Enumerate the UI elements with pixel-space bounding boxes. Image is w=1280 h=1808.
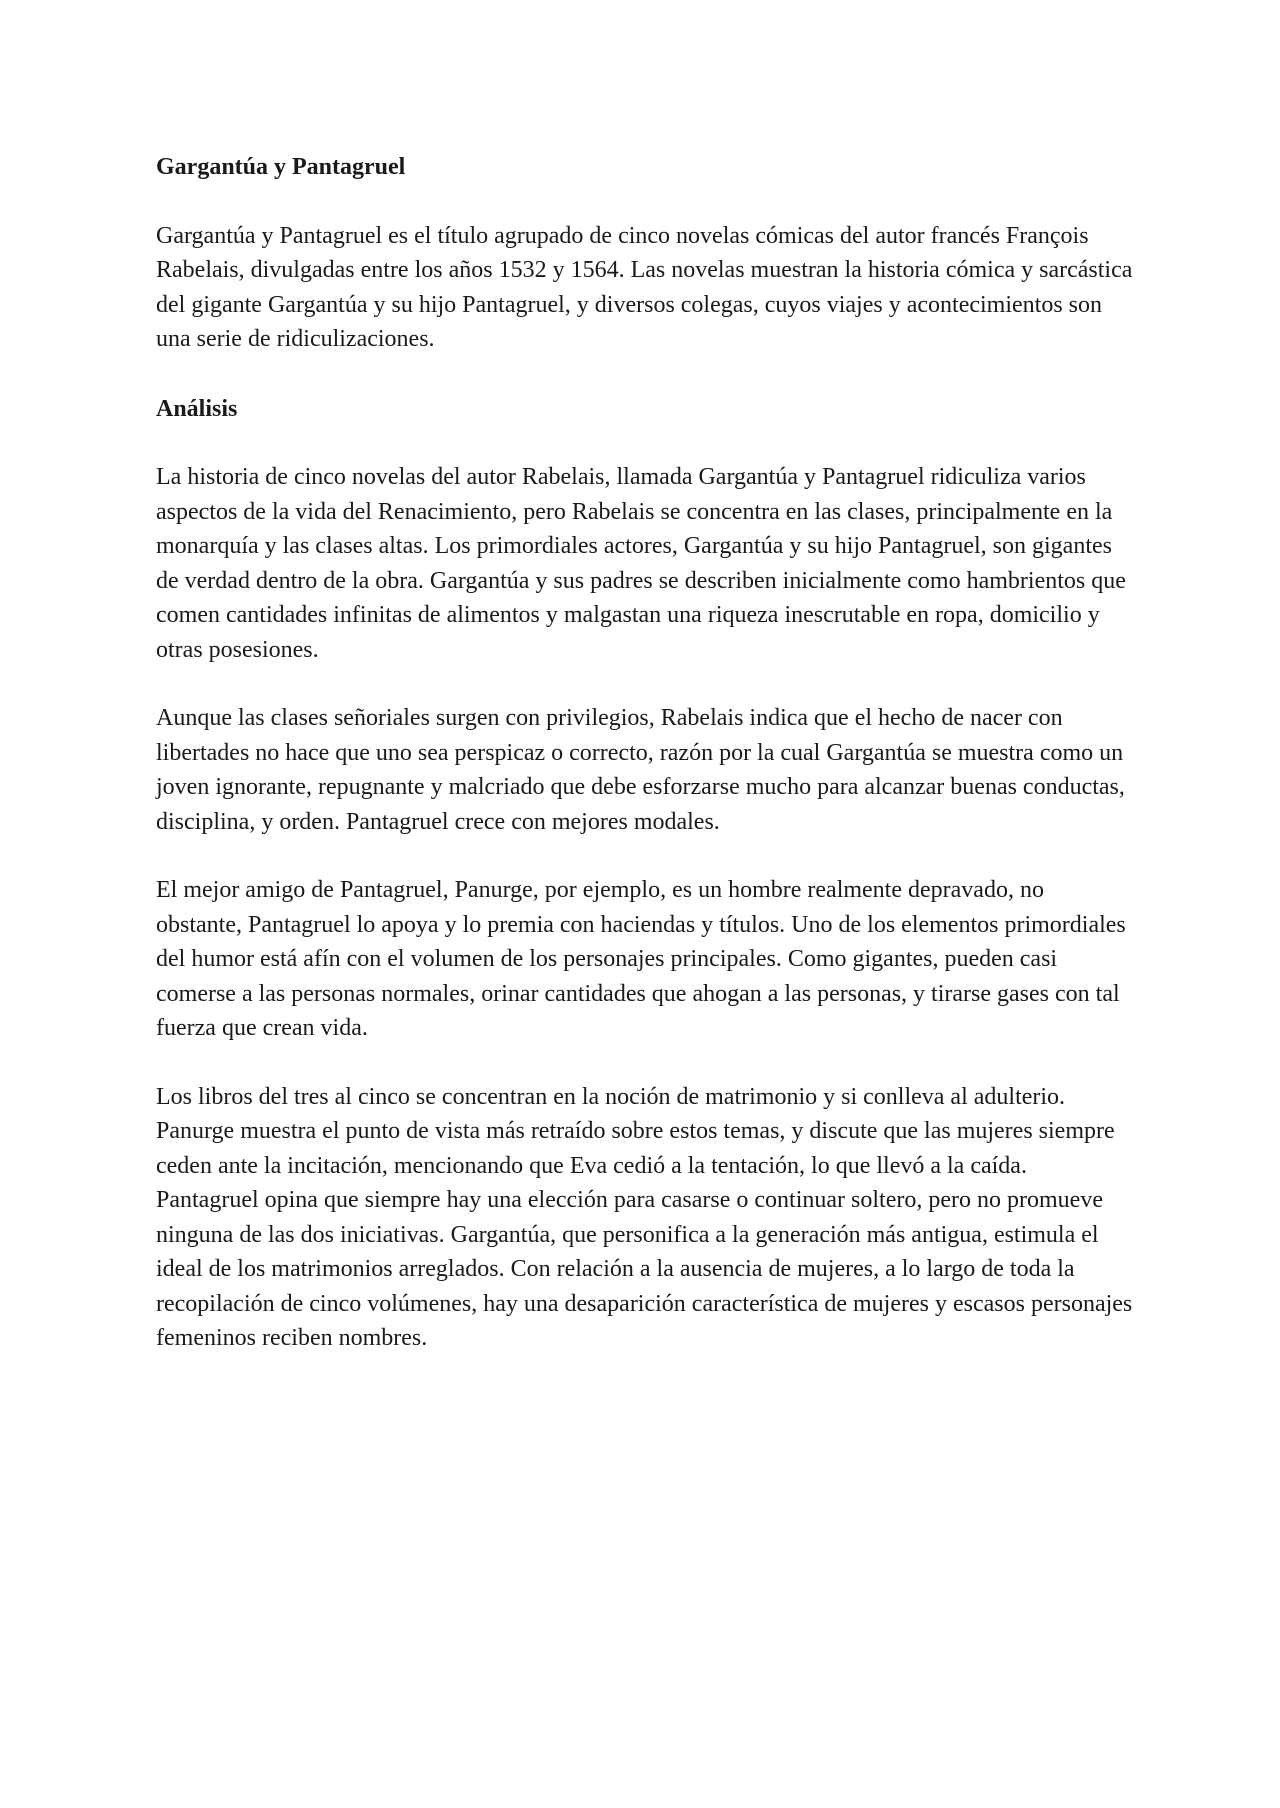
- analysis-heading: Análisis: [156, 395, 238, 422]
- analysis-paragraph: Los libros del tres al cinco se concentran en la noción de matrimonio y si conlleva al adulterio. Panurge muestra el punto de vista más retraído sobre estos temas, y discute que las mujeres siempre ceden ante la incitación, mencionando que Eva cedió a la tentación, lo que llevó a la caída. Pantagruel opina que siempre hay una elección para casarse o continuar soltero, pero no promueve ninguna de las dos iniciativas. Gargantúa, que personifica a la generación más antigua, estimula el ideal de los matrimonios arreglados. Con relación a la ausencia de mujeres, a lo largo de toda la recopilación de cinco volúmenes, hay una desaparición característica de mujeres y escasos personajes femeninos reciben nombres.: [156, 1083, 1133, 1351]
- analysis-paragraph: La historia de cinco novelas del autor Rabelais, llamada Gargantúa y Pantagruel ridiculiza varios aspectos de la vida del Renacimiento, pero Rabelais se concentra en las clases, principalmente en la monarquía y las clases altas. Los primordiales actores, Gargantúa y su hijo Pantagruel, son gigantes de verdad dentro de la obra. Gargantúa y sus padres se describen inicialmente como hambrientos que comen cantidades infinitas de alimentos y malgastan una riqueza inescrutable en ropa, domicilio y otras posesiones.: [156, 464, 1126, 663]
- document-title: Gargantúa y Pantagruel: [156, 154, 406, 180]
- analysis-paragraph: Aunque las clases señoriales surgen con privilegios, Rabelais indica que el hecho de nacer con libertades no hace que uno sea perspicaz o correcto, razón por la cual Gargantúa se muestra como un joven ignorante, repugnante y malcriado que debe esforzarse mucho para alcanzar buenas conductas, disciplina, y orden. Pantagruel crece con mejores modales.: [156, 705, 1125, 835]
- intro-paragraph: Gargantúa y Pantagruel es el título agrupado de cinco novelas cómicas del autor francés François Rabelais, divulgadas entre los años 1532 y 1564. Las novelas muestran la historia cómica y sarcástica del gigante Gargantúa y su hijo Pantagruel, y diversos colegas, cuyos viajes y acontecimientos son una serie de ridiculizaciones.: [156, 222, 1133, 352]
- document-body: [156, 150, 1134, 1390]
- analysis-paragraph: El mejor amigo de Pantagruel, Panurge, por ejemplo, es un hombre realmente depravado, no obstante, Pantagruel lo apoya y lo premia con haciendas y títulos. Uno de los elementos primordiales del humor está afín con el volumen de los personajes principales. Como gigantes, pueden casi comerse a las personas normales, orinar cantidades que ahogan a las personas, y tirarse gases con tal fuerza que crean vida.: [156, 877, 1126, 1041]
